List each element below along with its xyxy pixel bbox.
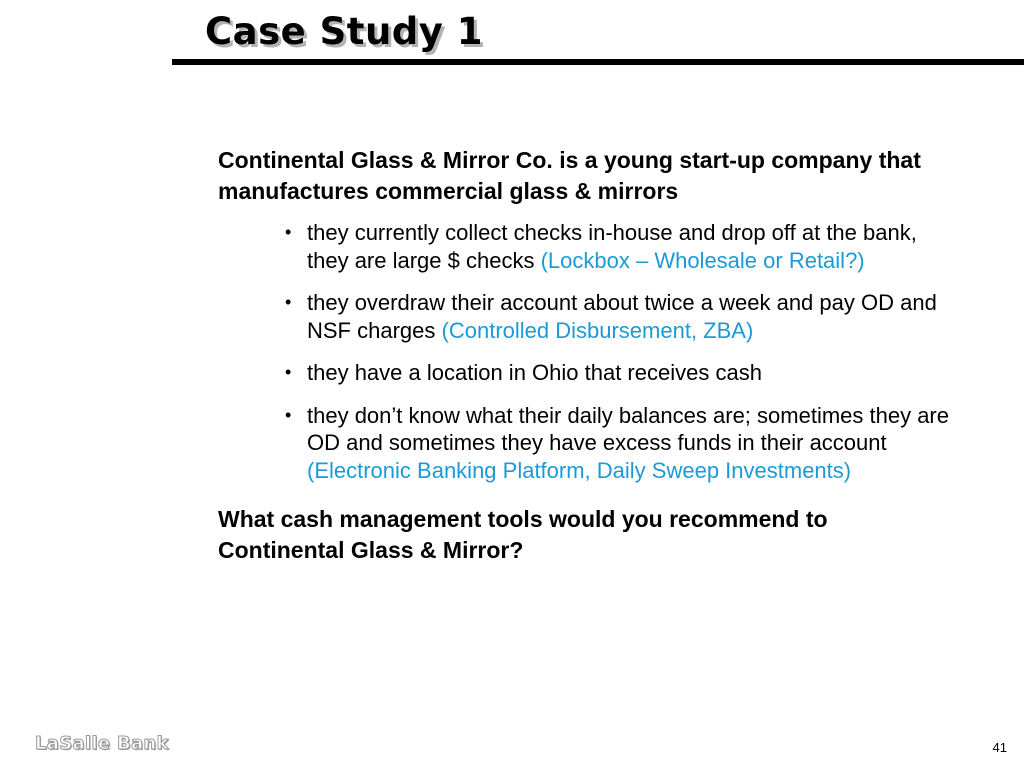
slide-body xyxy=(218,145,958,566)
bullet-icon: • xyxy=(285,404,292,425)
bullet-item xyxy=(285,359,958,387)
closing-question: What cash management tools would you recommend to Continental Glass & Mirror? xyxy=(218,506,828,563)
bullet-item xyxy=(285,219,958,274)
bullet-text: they currently collect checks in-house and drop off at the bank, they are large $ checks xyxy=(307,220,917,273)
bullet-item xyxy=(285,289,958,344)
page-number: 41 xyxy=(992,740,1007,755)
bullet-note: (Electronic Banking Platform, Daily Sweep Investments) xyxy=(307,457,852,483)
bullet-item xyxy=(285,402,958,485)
intro-paragraph: Continental Glass & Mirror Co. is a young start-up company that manufactures commercial glass & mirrors xyxy=(218,147,921,204)
bullet-icon: • xyxy=(285,222,292,242)
bullet-note: (Lockbox – Wholesale or Retail?) xyxy=(540,247,865,273)
title-divider xyxy=(172,59,1024,65)
bullet-icon: • xyxy=(285,292,292,312)
bullet-list xyxy=(218,219,958,484)
brand-logo: LaSalle Bank xyxy=(35,733,169,754)
bullet-icon: • xyxy=(285,362,292,382)
bullet-note: (Controlled Disbursement, ZBA) xyxy=(441,317,754,343)
bullet-text: they overdraw their account about twice a week and pay OD and NSF charges xyxy=(307,290,937,343)
bullet-text: they don’t know what their daily balances are; sometimes they are OD and sometimes they have excess funds in their account xyxy=(307,402,949,455)
slide-title: Case Study 1 xyxy=(205,10,484,53)
bullet-text: they have a location in Ohio that receives cash xyxy=(307,360,762,385)
